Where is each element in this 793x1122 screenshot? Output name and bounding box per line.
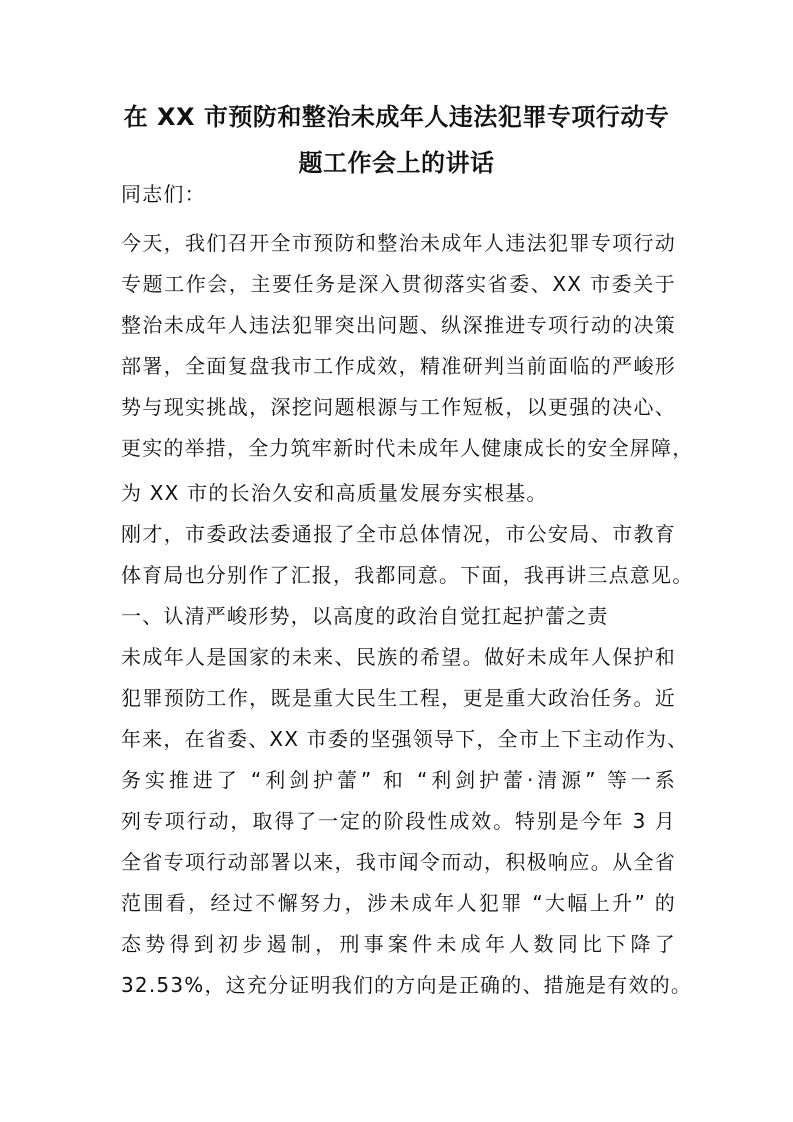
paragraph-line: 年来，在省委、XX 市委的坚强领导下，全市上下主动作为、 <box>121 727 689 751</box>
paragraph-line: 为 XX 市的长治久安和高质量发展夯实根基。 <box>121 481 548 505</box>
paragraph-line: 部署，全面复盘我市工作成效，精准研判当前面临的严峻形 <box>121 354 676 378</box>
paragraph-line: 专题工作会，主要任务是深入贯彻落实省委、XX 市委关于 <box>121 272 676 296</box>
paragraph-line: 整治未成年人违法犯罪突出问题、纵深推进专项行动的决策 <box>121 313 676 337</box>
paragraph-line: 势与现实挑战，深挖问题根源与工作短板，以更强的决心、 <box>121 395 676 419</box>
paragraph-line: 范围看，经过不懈努力，涉未成年人犯罪 “大幅上升” 的 <box>121 891 676 915</box>
paragraph-line: 更实的举措，全力筑牢新时代未成年人健康成长的安全屏障， <box>121 436 694 460</box>
paragraph-line: 今天，我们召开全市预防和整治未成年人违法犯罪专项行动 <box>121 231 676 255</box>
section-heading: 一、认清严峻形势，以高度的政治自觉扛起护蕾之责 <box>121 604 609 628</box>
paragraph-line: 未成年人是国家的未来、民族的希望。做好未成年人保护和 <box>121 645 676 669</box>
paragraph-line: 32.53%，这充分证明我们的方向是正确的、措施是有效的。 <box>121 973 693 997</box>
salutation: 同志们： <box>121 182 206 206</box>
paragraph-line: 态势得到初步遏制，刑事案件未成年人数同比下降了 <box>121 932 676 956</box>
paragraph-line: 务实推进了 “利剑护蕾” 和 “利剑护蕾·清源” 等一系 <box>121 768 676 792</box>
paragraph-line: 体育局也分别作了汇报，我都同意。下面，我再讲三点意见。 <box>121 563 694 587</box>
paragraph-line: 列专项行动，取得了一定的阶段性成效。特别是今年 3 月 <box>121 809 676 833</box>
document-title-line-1: 在 XX 市预防和整治未成年人违法犯罪专项行动专 <box>123 103 670 131</box>
document-title-line-2: 题工作会上的讲话 <box>298 149 495 177</box>
paragraph-line: 全省专项行动部署以来，我市闻令而动，积极响应。从全省 <box>121 850 676 874</box>
paragraph-line: 刚才，市委政法委通报了全市总体情况，市公安局、市教育 <box>121 522 676 546</box>
paragraph-line: 犯罪预防工作，既是重大民生工程，更是重大政治任务。近 <box>121 686 676 710</box>
